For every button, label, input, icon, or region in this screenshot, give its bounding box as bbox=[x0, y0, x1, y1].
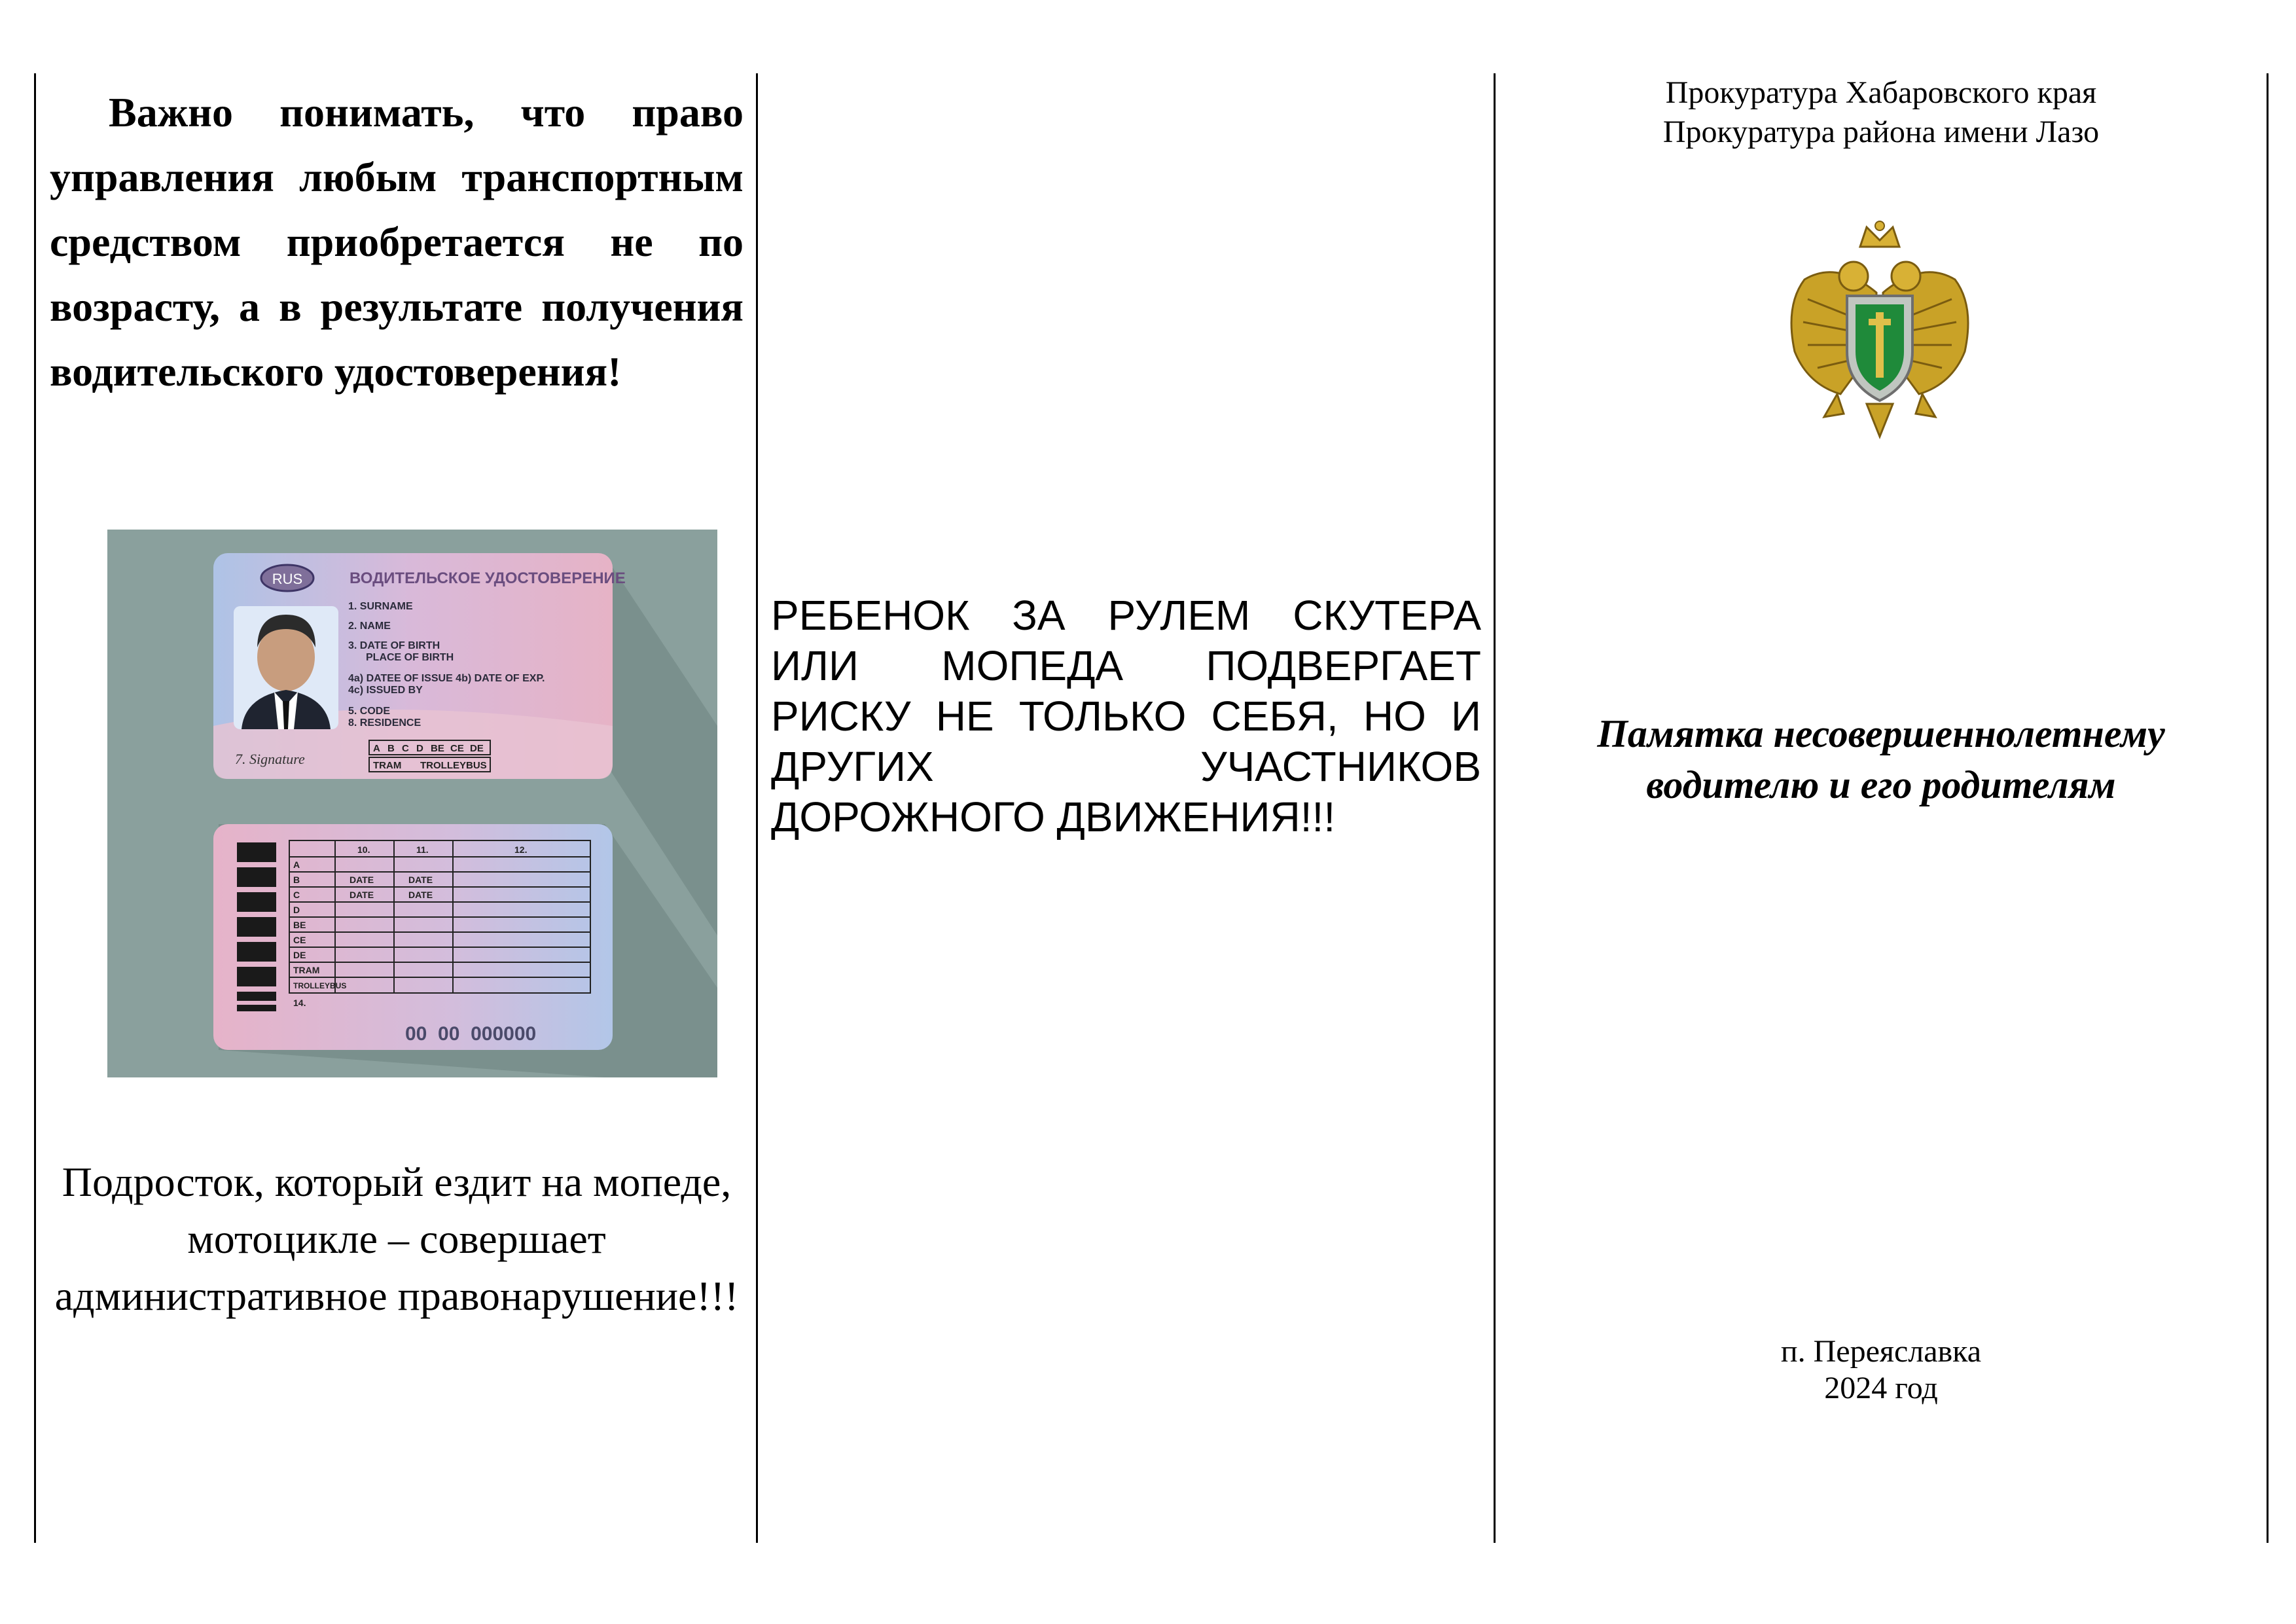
cat-tram: TRAM bbox=[373, 760, 402, 771]
row-d: D bbox=[293, 905, 300, 915]
prosecutor-emblem bbox=[1778, 221, 1981, 443]
date-c-11: DATE bbox=[408, 890, 433, 900]
photo-placeholder bbox=[234, 606, 338, 729]
field-residence: 8. RESIDENCE bbox=[348, 717, 422, 729]
place-and-year bbox=[1496, 1333, 2267, 1407]
row-tram: TRAM bbox=[293, 965, 320, 975]
field-surname: 1. SURNAME bbox=[348, 601, 413, 612]
intro-text: Важно понимать, что право управления любым транспортным средством приобретается не по возрасту, а в результате получения водительского удостоверения! bbox=[50, 89, 744, 395]
field-14: 14. bbox=[293, 998, 306, 1008]
driver-license-illustration bbox=[107, 530, 717, 1077]
cat-d: D bbox=[416, 743, 423, 754]
organization-header bbox=[1496, 73, 2267, 152]
cat-ce: CE bbox=[450, 743, 464, 754]
org-line-2: Прокуратура района имени Лазо bbox=[1662, 115, 2100, 149]
field-name: 2. NAME bbox=[348, 621, 391, 632]
place-name: п. Переяславка bbox=[1780, 1334, 1982, 1369]
row-a: A bbox=[293, 859, 300, 870]
teen-warning: Подросток, который ездит на мопеде, мотоцикле – совершает административное правонарушение!!! bbox=[54, 1159, 739, 1319]
brochure-title bbox=[1496, 708, 2267, 810]
serial-number: 00 00 000000 bbox=[405, 1023, 537, 1045]
divider-left bbox=[34, 73, 36, 1543]
org-line-1: Прокуратура Хабаровского края bbox=[1665, 75, 2097, 110]
field-code: 5. CODE bbox=[348, 706, 391, 717]
row-de: DE bbox=[293, 950, 306, 960]
date-b-10: DATE bbox=[350, 875, 374, 885]
row-ce: CE bbox=[293, 935, 306, 945]
cat-b: B bbox=[387, 743, 395, 754]
row-b: B bbox=[293, 875, 300, 885]
col-11: 11. bbox=[416, 844, 429, 855]
col-12: 12. bbox=[514, 844, 528, 855]
col-10: 10. bbox=[357, 844, 370, 855]
field-dob: 3. DATE OF BIRTH bbox=[348, 640, 440, 651]
cat-be: BE bbox=[431, 743, 444, 754]
row-trolleybus: TROLLEYBUS bbox=[293, 981, 347, 990]
cat-c: C bbox=[402, 743, 409, 754]
child-driving-warning: РЕБЕНОК ЗА РУЛЕМ СКУТЕРА ИЛИ МОПЕДА ПОДВЕРГАЕТ РИСКУ НЕ ТОЛЬКО СЕБЯ, НО И ДРУГИХ УЧАСТНИКОВ ДОРОЖНОГО ДВИЖЕНИЯ!!! bbox=[771, 592, 1481, 840]
field-pob: PLACE OF BIRTH bbox=[366, 652, 454, 663]
license-front bbox=[213, 553, 626, 779]
row-c: C bbox=[293, 890, 300, 900]
license-back bbox=[213, 824, 613, 1050]
cat-a: A bbox=[373, 743, 380, 754]
date-b-11: DATE bbox=[408, 875, 433, 885]
date-c-10: DATE bbox=[350, 890, 374, 900]
cat-de: DE bbox=[470, 743, 484, 754]
qr-code bbox=[237, 842, 276, 1011]
field-issued-by: 4c) ISSUED BY bbox=[348, 685, 423, 696]
title-line-2: водителю и его родителям bbox=[1646, 763, 2116, 806]
row-be: BE bbox=[293, 920, 306, 930]
rus-text: RUS bbox=[272, 571, 303, 587]
field-issue: 4a) DATEE OF ISSUE 4b) DATE OF EXP. bbox=[348, 673, 545, 684]
cat-trolleybus: TROLLEYBUS bbox=[420, 760, 487, 771]
card-header: ВОДИТЕЛЬСКОЕ УДОСТОВЕРЕНИЕ bbox=[350, 569, 626, 587]
title-line-1: Памятка несовершеннолетнему bbox=[1597, 712, 2165, 755]
signature: 7. Signature bbox=[235, 751, 305, 767]
year: 2024 год bbox=[1824, 1371, 1938, 1405]
divider-right bbox=[2267, 73, 2269, 1543]
